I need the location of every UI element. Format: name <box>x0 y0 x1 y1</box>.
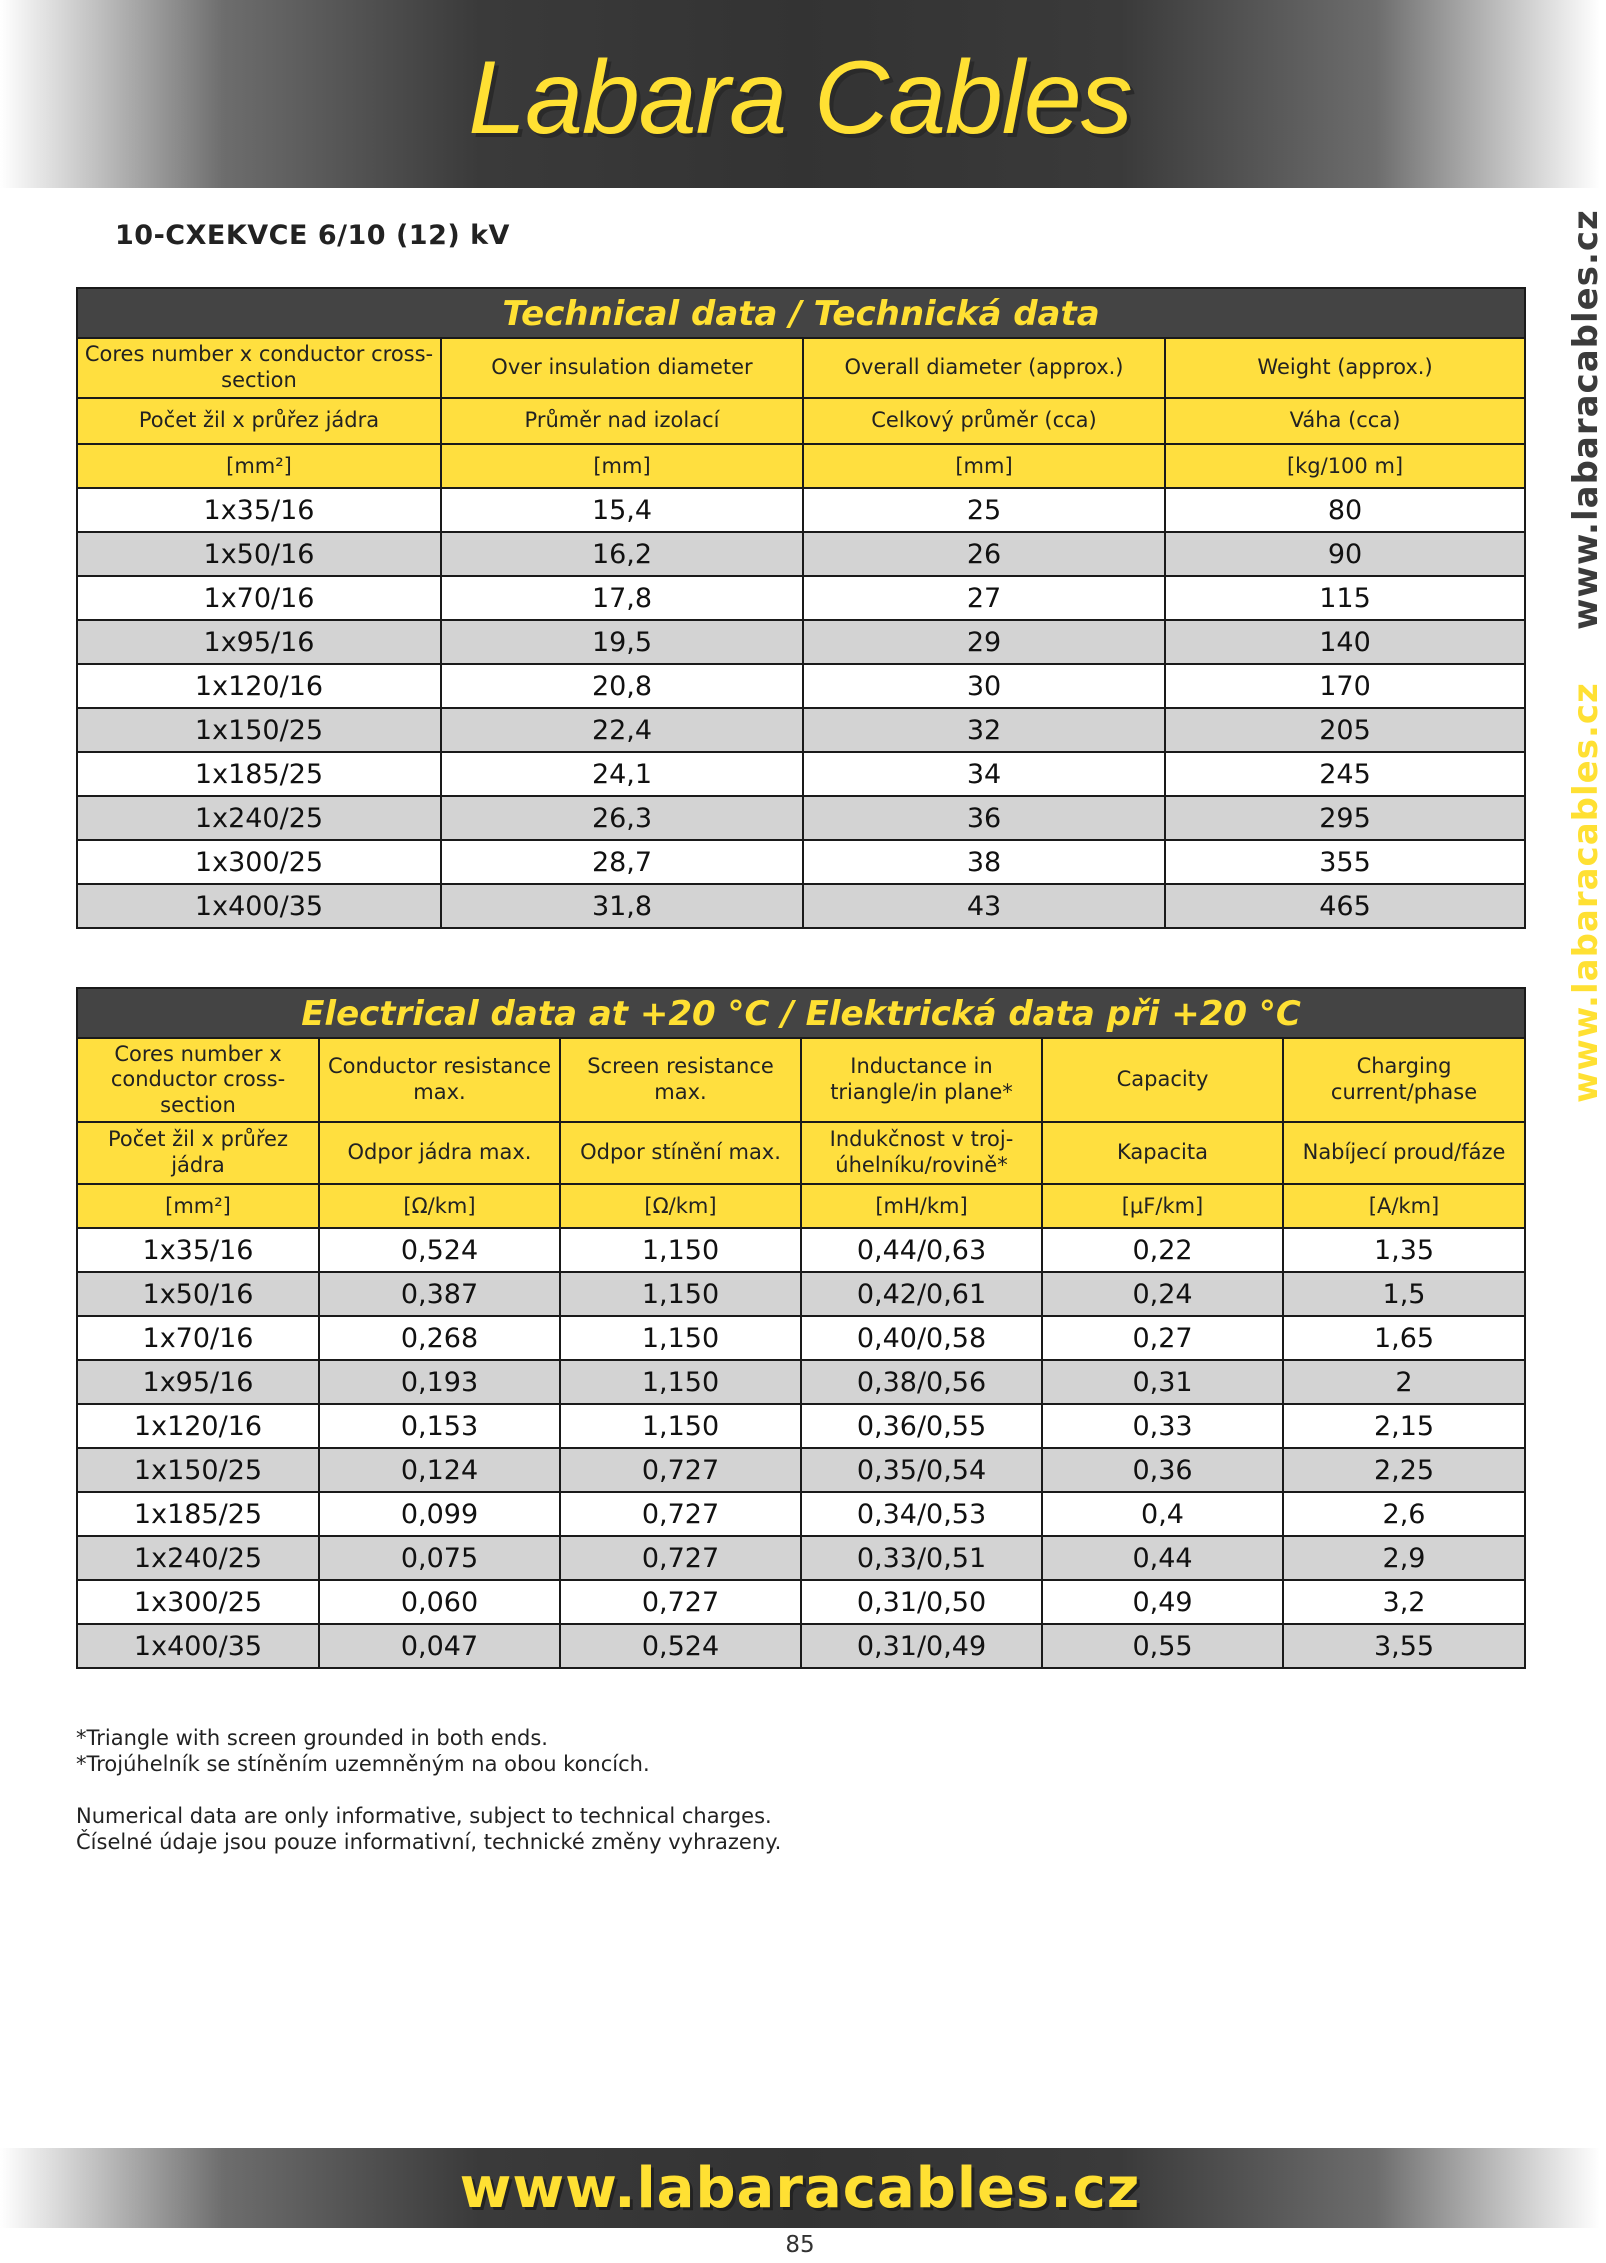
electrical-cell: 2,15 <box>1283 1404 1525 1448</box>
electrical-cell: 0,268 <box>319 1316 560 1360</box>
electrical-cell: 0,24 <box>1042 1272 1283 1316</box>
electrical-cell: 0,524 <box>560 1624 801 1668</box>
brand-logo: Labara Cables <box>468 39 1132 156</box>
tech-header-en: Overall diameter (approx.) <box>803 338 1165 398</box>
electrical-cell: 0,31/0,50 <box>801 1580 1042 1624</box>
technical-cell: 25 <box>803 488 1165 532</box>
technical-cell: 140 <box>1165 620 1525 664</box>
electrical-cell: 0,124 <box>319 1448 560 1492</box>
table-row <box>77 796 1525 840</box>
table-row <box>77 752 1525 796</box>
electrical-cell: 0,38/0,56 <box>801 1360 1042 1404</box>
tech-header-cz: Váha (cca) <box>1165 398 1525 444</box>
electrical-cell: 2,9 <box>1283 1536 1525 1580</box>
elec-header-cz: Odpor jádra max. <box>319 1122 560 1184</box>
table-row <box>77 1448 1525 1492</box>
table-row <box>77 708 1525 752</box>
table-row <box>77 1492 1525 1536</box>
footnote-disclaimer-en: Numerical data are only informative, subject to technical charges. <box>76 1804 772 1828</box>
side-url-yellow: www.labaracables.cz <box>1566 682 1606 1103</box>
tech-header-cz: Průměr nad izolací <box>441 398 803 444</box>
footer-url-link[interactable]: www.labaracables.cz <box>459 2155 1141 2221</box>
table-row <box>77 1360 1525 1404</box>
technical-cell: 1x95/16 <box>77 620 441 664</box>
electrical-cell: 1,150 <box>560 1360 801 1404</box>
elec-header-cz: Počet žil x průřez jádra <box>77 1122 319 1184</box>
electrical-cell: 0,193 <box>319 1360 560 1404</box>
electrical-cell: 0,153 <box>319 1404 560 1448</box>
elec-header-cz: Odpor stínění max. <box>560 1122 801 1184</box>
technical-cell: 22,4 <box>441 708 803 752</box>
table-row <box>77 576 1525 620</box>
table-row <box>77 840 1525 884</box>
technical-table-title: Technical data / Technická data <box>77 288 1525 338</box>
table-row <box>77 1404 1525 1448</box>
tech-header-cz: Počet žil x průřez jádra <box>77 398 441 444</box>
elec-unit: [mH/km] <box>801 1184 1042 1228</box>
technical-cell: 30 <box>803 664 1165 708</box>
tech-unit: [mm] <box>803 444 1165 488</box>
electrical-cell: 2,25 <box>1283 1448 1525 1492</box>
electrical-cell: 1,150 <box>560 1272 801 1316</box>
elec-header-cz: Indukčnost v troj-úhelníku/rovině* <box>801 1122 1042 1184</box>
technical-cell: 295 <box>1165 796 1525 840</box>
electrical-cell: 0,099 <box>319 1492 560 1536</box>
technical-cell: 1x70/16 <box>77 576 441 620</box>
electrical-cell: 0,27 <box>1042 1316 1283 1360</box>
footnote-disclaimer-cz: Číselné údaje jsou pouze informativní, technické změny vyhrazeny. <box>76 1830 782 1854</box>
table-row <box>77 1316 1525 1360</box>
elec-header-en: Screen resistance max. <box>560 1038 801 1122</box>
electrical-cell: 0,49 <box>1042 1580 1283 1624</box>
technical-cell: 38 <box>803 840 1165 884</box>
electrical-cell: 0,060 <box>319 1580 560 1624</box>
table-row <box>77 620 1525 664</box>
electrical-cell: 0,22 <box>1042 1228 1283 1272</box>
technical-cell: 1x35/16 <box>77 488 441 532</box>
electrical-cell: 0,33 <box>1042 1404 1283 1448</box>
elec-unit: [A/km] <box>1283 1184 1525 1228</box>
technical-cell: 32 <box>803 708 1165 752</box>
elec-unit: [Ω/km] <box>319 1184 560 1228</box>
table-row <box>77 532 1525 576</box>
electrical-cell: 1x240/25 <box>77 1536 319 1580</box>
electrical-cell: 0,55 <box>1042 1624 1283 1668</box>
technical-cell: 15,4 <box>441 488 803 532</box>
electrical-data-table <box>76 987 1526 1669</box>
page-number: 85 <box>785 2232 815 2258</box>
electrical-cell: 0,075 <box>319 1536 560 1580</box>
electrical-cell: 0,727 <box>560 1492 801 1536</box>
technical-cell: 34 <box>803 752 1165 796</box>
technical-cell: 27 <box>803 576 1165 620</box>
electrical-cell: 0,44/0,63 <box>801 1228 1042 1272</box>
product-title: 10-CXEKVCE 6/10 (12) kV <box>115 220 510 251</box>
technical-cell: 17,8 <box>441 576 803 620</box>
electrical-cell: 0,31 <box>1042 1360 1283 1404</box>
electrical-cell: 0,36 <box>1042 1448 1283 1492</box>
electrical-cell: 0,727 <box>560 1580 801 1624</box>
elec-unit: [μF/km] <box>1042 1184 1283 1228</box>
electrical-cell: 0,047 <box>319 1624 560 1668</box>
electrical-cell: 1x150/25 <box>77 1448 319 1492</box>
technical-cell: 90 <box>1165 532 1525 576</box>
technical-cell: 465 <box>1165 884 1525 928</box>
table-row <box>77 664 1525 708</box>
elec-header-cz: Nabíjecí proud/fáze <box>1283 1122 1525 1184</box>
tech-header-en: Weight (approx.) <box>1165 338 1525 398</box>
technical-cell: 1x150/25 <box>77 708 441 752</box>
electrical-cell: 1x300/25 <box>77 1580 319 1624</box>
table-row <box>77 1624 1525 1668</box>
technical-cell: 1x240/25 <box>77 796 441 840</box>
table-row <box>77 884 1525 928</box>
electrical-cell: 0,727 <box>560 1448 801 1492</box>
electrical-cell: 2 <box>1283 1360 1525 1404</box>
electrical-cell: 0,40/0,58 <box>801 1316 1042 1360</box>
footnote-triangle-en: *Triangle with screen grounded in both ends. <box>76 1726 548 1750</box>
technical-cell: 29 <box>803 620 1165 664</box>
technical-cell: 26 <box>803 532 1165 576</box>
technical-cell: 205 <box>1165 708 1525 752</box>
tech-header-cz: Celkový průměr (cca) <box>803 398 1165 444</box>
technical-data-table <box>76 287 1526 929</box>
electrical-cell: 1,35 <box>1283 1228 1525 1272</box>
technical-cell: 355 <box>1165 840 1525 884</box>
technical-cell: 115 <box>1165 576 1525 620</box>
elec-header-en: Charging current/phase <box>1283 1038 1525 1122</box>
table-row <box>77 488 1525 532</box>
technical-cell: 28,7 <box>441 840 803 884</box>
technical-cell: 26,3 <box>441 796 803 840</box>
elec-unit: [mm²] <box>77 1184 319 1228</box>
technical-cell: 80 <box>1165 488 1525 532</box>
technical-cell: 43 <box>803 884 1165 928</box>
technical-cell: 1x300/25 <box>77 840 441 884</box>
electrical-cell: 0,35/0,54 <box>801 1448 1042 1492</box>
technical-cell: 1x120/16 <box>77 664 441 708</box>
electrical-cell: 1,150 <box>560 1228 801 1272</box>
table-row <box>77 1272 1525 1316</box>
tech-header-en: Cores number x conductor cross-section <box>77 338 441 398</box>
tech-unit: [mm²] <box>77 444 441 488</box>
elec-header-en: Cores number x conductor cross-section <box>77 1038 319 1122</box>
electrical-cell: 1,5 <box>1283 1272 1525 1316</box>
elec-header-en: Conductor resistance max. <box>319 1038 560 1122</box>
electrical-cell: 1x95/16 <box>77 1360 319 1404</box>
electrical-cell: 0,727 <box>560 1536 801 1580</box>
electrical-cell: 3,55 <box>1283 1624 1525 1668</box>
footnotes <box>76 1725 781 1855</box>
elec-unit: [Ω/km] <box>560 1184 801 1228</box>
technical-cell: 1x185/25 <box>77 752 441 796</box>
side-url-dark: www.labaracables.cz <box>1566 209 1606 630</box>
technical-cell: 36 <box>803 796 1165 840</box>
technical-cell: 1x400/35 <box>77 884 441 928</box>
technical-cell: 31,8 <box>441 884 803 928</box>
electrical-cell: 1x50/16 <box>77 1272 319 1316</box>
elec-header-en: Inductance in triangle/in plane* <box>801 1038 1042 1122</box>
tech-header-en: Over insulation diameter <box>441 338 803 398</box>
tech-unit: [mm] <box>441 444 803 488</box>
electrical-cell: 0,42/0,61 <box>801 1272 1042 1316</box>
electrical-cell: 0,36/0,55 <box>801 1404 1042 1448</box>
technical-cell: 20,8 <box>441 664 803 708</box>
electrical-cell: 0,33/0,51 <box>801 1536 1042 1580</box>
electrical-cell: 1x185/25 <box>77 1492 319 1536</box>
electrical-cell: 0,34/0,53 <box>801 1492 1042 1536</box>
electrical-cell: 3,2 <box>1283 1580 1525 1624</box>
electrical-cell: 0,387 <box>319 1272 560 1316</box>
technical-cell: 170 <box>1165 664 1525 708</box>
technical-cell: 245 <box>1165 752 1525 796</box>
electrical-cell: 2,6 <box>1283 1492 1525 1536</box>
elec-header-cz: Kapacita <box>1042 1122 1283 1184</box>
electrical-cell: 0,44 <box>1042 1536 1283 1580</box>
footnote-triangle-cz: *Trojúhelník se stíněním uzemněným na obou koncích. <box>76 1752 650 1776</box>
electrical-table-title: Electrical data at +20 °C / Elektrická data při +20 °C <box>77 988 1525 1038</box>
electrical-cell: 0,524 <box>319 1228 560 1272</box>
electrical-cell: 1x35/16 <box>77 1228 319 1272</box>
technical-cell: 1x50/16 <box>77 532 441 576</box>
electrical-cell: 1x120/16 <box>77 1404 319 1448</box>
technical-cell: 16,2 <box>441 532 803 576</box>
elec-header-en: Capacity <box>1042 1038 1283 1122</box>
electrical-cell: 1x70/16 <box>77 1316 319 1360</box>
electrical-cell: 0,4 <box>1042 1492 1283 1536</box>
footer-band <box>0 2148 1600 2228</box>
electrical-cell: 1,150 <box>560 1316 801 1360</box>
electrical-cell: 0,31/0,49 <box>801 1624 1042 1668</box>
tech-unit: [kg/100 m] <box>1165 444 1525 488</box>
technical-cell: 19,5 <box>441 620 803 664</box>
electrical-cell: 1,150 <box>560 1404 801 1448</box>
table-row <box>77 1580 1525 1624</box>
electrical-cell: 1,65 <box>1283 1316 1525 1360</box>
electrical-cell: 1x400/35 <box>77 1624 319 1668</box>
table-row <box>77 1228 1525 1272</box>
technical-cell: 24,1 <box>441 752 803 796</box>
table-row <box>77 1536 1525 1580</box>
header-band <box>0 0 1600 188</box>
